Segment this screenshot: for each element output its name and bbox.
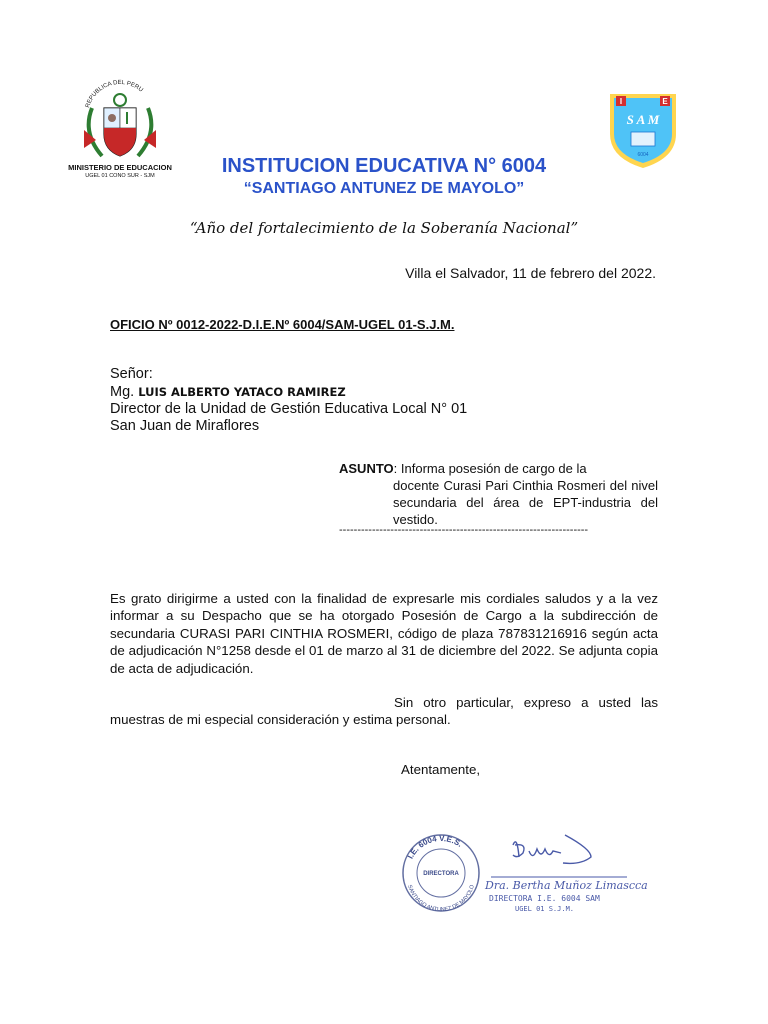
body-paragraph-1: Es grato dirigirme a usted con la finalidad de expresarle mis cordiales saludos y a la vez informar a su Despacho que se ha otorgado Posesión de Cargo a la subdirección de secundaria CURASI PARI CINTHIA ROSMERI, código de plaza 787831216916 según acta de adjudicación N°1258 desde el 01 de marzo al 31 de diciembre del 2022. Se adjunta copia de acta de adjudicación.: [110, 591, 658, 676]
svg-text:Dra. Bertha Muñoz Limascca: Dra. Bertha Muñoz Limascca: [485, 879, 647, 892]
svg-text:6004: 6004: [637, 152, 649, 158]
recipient-location: San Juan de Miraflores: [110, 418, 260, 434]
recipient-salutation: Señor:: [110, 366, 153, 382]
school-title: INSTITUCION EDUCATIVA N° 6004: [221, 155, 547, 177]
svg-text:I: I: [619, 97, 623, 106]
date-line: Villa el Salvador, 11 de febrero del 2022.: [405, 265, 656, 281]
school-subtitle: “SANTIAGO ANTUNEZ DE MAYOLO”: [243, 180, 525, 197]
signature-stamp-graphic: [395, 825, 647, 925]
subject-block: [339, 460, 658, 528]
recipient-name: LUIS ALBERTO YATACO RAMIREZ: [138, 385, 346, 399]
oficio-number: OFICIO Nº 0012-2022-D.I.E.Nº 6004/SAM-UGEL 01-S.J.M.: [110, 317, 455, 332]
body-paragraph-2: Sin otro particular, expreso a usted las muestras de mi especial consideración y estima personal.: [110, 695, 658, 728]
svg-text:UGEL 01 CONO SUR - SJM: UGEL 01 CONO SUR - SJM: [85, 173, 155, 178]
svg-text:E: E: [662, 97, 668, 106]
recipient-position: Director de la Unidad de Gestión Educativa Local N° 01: [110, 401, 468, 417]
svg-text:DIRECTORA: DIRECTORA: [423, 871, 459, 877]
recipient-name-line: [110, 384, 346, 400]
svg-text:UGEL 01 S.J.M.: UGEL 01 S.J.M.: [515, 905, 575, 913]
svg-text:I.E. 6004 V.E.S.: I.E. 6004 V.E.S.: [405, 833, 464, 861]
subject-label: ASUNTO: [339, 461, 394, 476]
subject-text: docente Curasi Pari Cinthia Rosmeri del nivel secundaria del área de EPT-industria del vestido.: [393, 478, 658, 527]
svg-text:MINISTERIO DE EDUCACION: MINISTERIO DE EDUCACION: [68, 163, 172, 172]
signature-area: [395, 825, 647, 925]
year-motto: “Año del fortalecimiento de la Soberanía Nacional”: [189, 219, 579, 237]
subject-separator: --------------------------------------------------------------------: [339, 524, 589, 536]
svg-text:REPUBLICA DEL PERU: REPUBLICA DEL PERU: [85, 79, 144, 109]
closing: Atentamente,: [401, 762, 481, 777]
subject-first-line: : Informa posesión de cargo de la: [393, 461, 587, 476]
svg-text:S A M: S A M: [626, 112, 660, 127]
svg-text:DIRECTORA I.E. 6004 SAM: DIRECTORA I.E. 6004 SAM: [489, 894, 600, 903]
svg-text:SANTIAGO ANTUNEZ DE MAYOLO: SANTIAGO ANTUNEZ DE MAYOLO: [406, 884, 476, 914]
recipient-title: Mg.: [110, 384, 135, 400]
